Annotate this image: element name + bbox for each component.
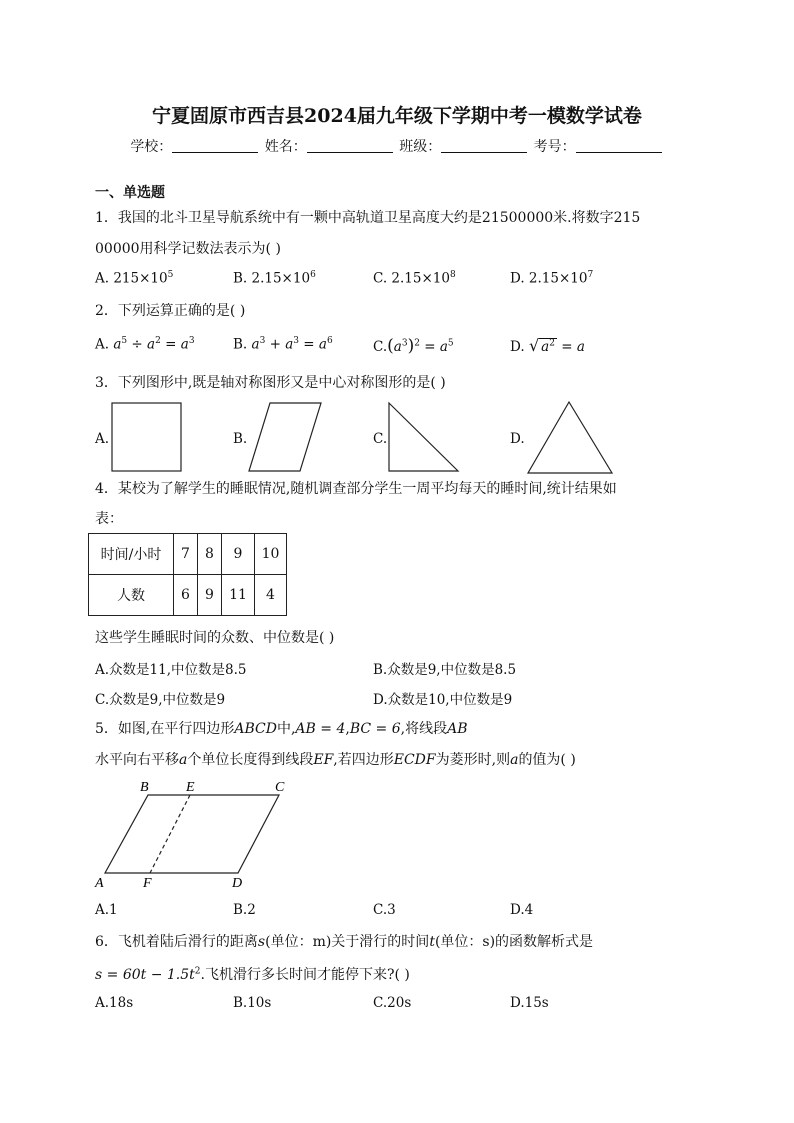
- q1-option-b[interactable]: B. $2.15\times 10^6$: [233, 270, 316, 287]
- q4-option-d[interactable]: D.众数是10,中位数是9: [373, 692, 513, 708]
- q4-option-b[interactable]: B.众数是9,中位数是8.5: [373, 662, 517, 678]
- q4-stem-line2: 表：: [95, 511, 123, 527]
- q5-stem-line1: 5．如图,在平行四边形ABCD中,AB = 4,BC = 6,将线段AB: [95, 721, 468, 737]
- q1-stem-line2: 00000用科学记数法表示为( ): [95, 241, 281, 257]
- table-cell: 6: [174, 575, 198, 616]
- table-cell: 时间/小时: [89, 534, 174, 575]
- q5-option-b[interactable]: B.2: [233, 902, 256, 918]
- q4-stem-line1: 4．某校为了解学生的睡眠情况,随机调查部分学生一周平均每天的睡时间,统计结果如: [95, 481, 617, 497]
- table-cell: 10: [255, 534, 287, 575]
- q4-question: 这些学生睡眠时间的众数、中位数是( ): [95, 630, 335, 646]
- name-label: 姓名：: [264, 139, 307, 155]
- q3-label-c: C.: [373, 431, 388, 447]
- segment-ef-dashed: [150, 795, 190, 873]
- q2-stem: 2．下列运算正确的是( ): [95, 303, 246, 319]
- q1-option-d[interactable]: D. $2.15\times 10^7$: [510, 270, 594, 287]
- number-label: 考号：: [533, 139, 576, 155]
- point-label: B: [140, 780, 149, 795]
- q6-stem-line1: 6．飞机着陆后滑行的距离s(单位：m)关于滑行的时间t(单位：s)的函数解析式是: [95, 934, 594, 950]
- q6-formula: s = 60t − 1.5t: [95, 967, 195, 983]
- table-cell: 9: [222, 534, 255, 575]
- table-cell: 11: [222, 575, 255, 616]
- parallelogram-abcd: [105, 795, 279, 873]
- point-label: C: [275, 780, 285, 795]
- q4-option-c[interactable]: C.众数是9,中位数是9: [95, 692, 226, 708]
- q6-stem-line2: $s = 60t - 1.5t^2$.飞机滑行多长时间才能停下来?( ): [95, 966, 410, 983]
- q2-option-a[interactable]: A. $a^5 \div a^2 = a^3$: [95, 336, 195, 353]
- point-label: A: [95, 876, 104, 891]
- q5-option-d[interactable]: D.4: [510, 902, 534, 918]
- table-cell: 4: [255, 575, 287, 616]
- table-cell: 7: [174, 534, 198, 575]
- table-cell: 人数: [89, 575, 174, 616]
- q1-stem-line1: 1．我国的北斗卫星导航系统中有一颗中高轨道卫星高度大约是21500000米.将数字215: [95, 210, 641, 226]
- table-cell: 9: [198, 575, 222, 616]
- point-label: F: [143, 876, 152, 891]
- q5-option-a[interactable]: A.1: [95, 902, 118, 918]
- q5-option-c[interactable]: C.3: [373, 902, 396, 918]
- q6-option-b[interactable]: B.10s: [233, 995, 272, 1011]
- q1-option-c[interactable]: C. $2.15\times 10^8$: [373, 270, 456, 287]
- q3-label-d: D.: [510, 431, 525, 447]
- table-cell: 8: [198, 534, 222, 575]
- q2-option-c[interactable]: $C.(a^3)^2 = a^5$: [373, 336, 454, 356]
- q2-option-b[interactable]: B. $a^3 + a^3 = a^6$: [233, 336, 333, 353]
- q3-label-a: A.: [95, 431, 110, 447]
- class-label: 班级：: [399, 139, 442, 155]
- q3-label-b: B.: [233, 431, 248, 447]
- q6-option-d[interactable]: D.15s: [510, 995, 549, 1011]
- point-label: D: [232, 876, 243, 891]
- school-label: 学校：: [130, 139, 173, 155]
- q1-option-a[interactable]: A. $215\times 10^5$: [95, 270, 174, 287]
- q3-stem: 3．下列图形中,既是轴对称图形又是中心对称图形的是( ): [95, 375, 446, 391]
- q6-option-a[interactable]: A.18s: [95, 995, 134, 1011]
- q5-stem-line2: 水平向右平移a个单位长度得到线段EF,若四边形ECDF为菱形时,则a的值为( ): [95, 752, 576, 768]
- page-title: 宁夏固原市西吉县2024届九年级下学期中考一模数学试卷: [152, 105, 642, 127]
- section-heading: 一、单选题: [95, 185, 165, 201]
- q6-option-c[interactable]: C.20s: [373, 995, 412, 1011]
- q2-option-d[interactable]: D. √ $a^2 = a$: [510, 336, 585, 355]
- q4-option-a[interactable]: A.众数是11,中位数是8.5: [95, 662, 247, 678]
- point-label: E: [186, 780, 195, 795]
